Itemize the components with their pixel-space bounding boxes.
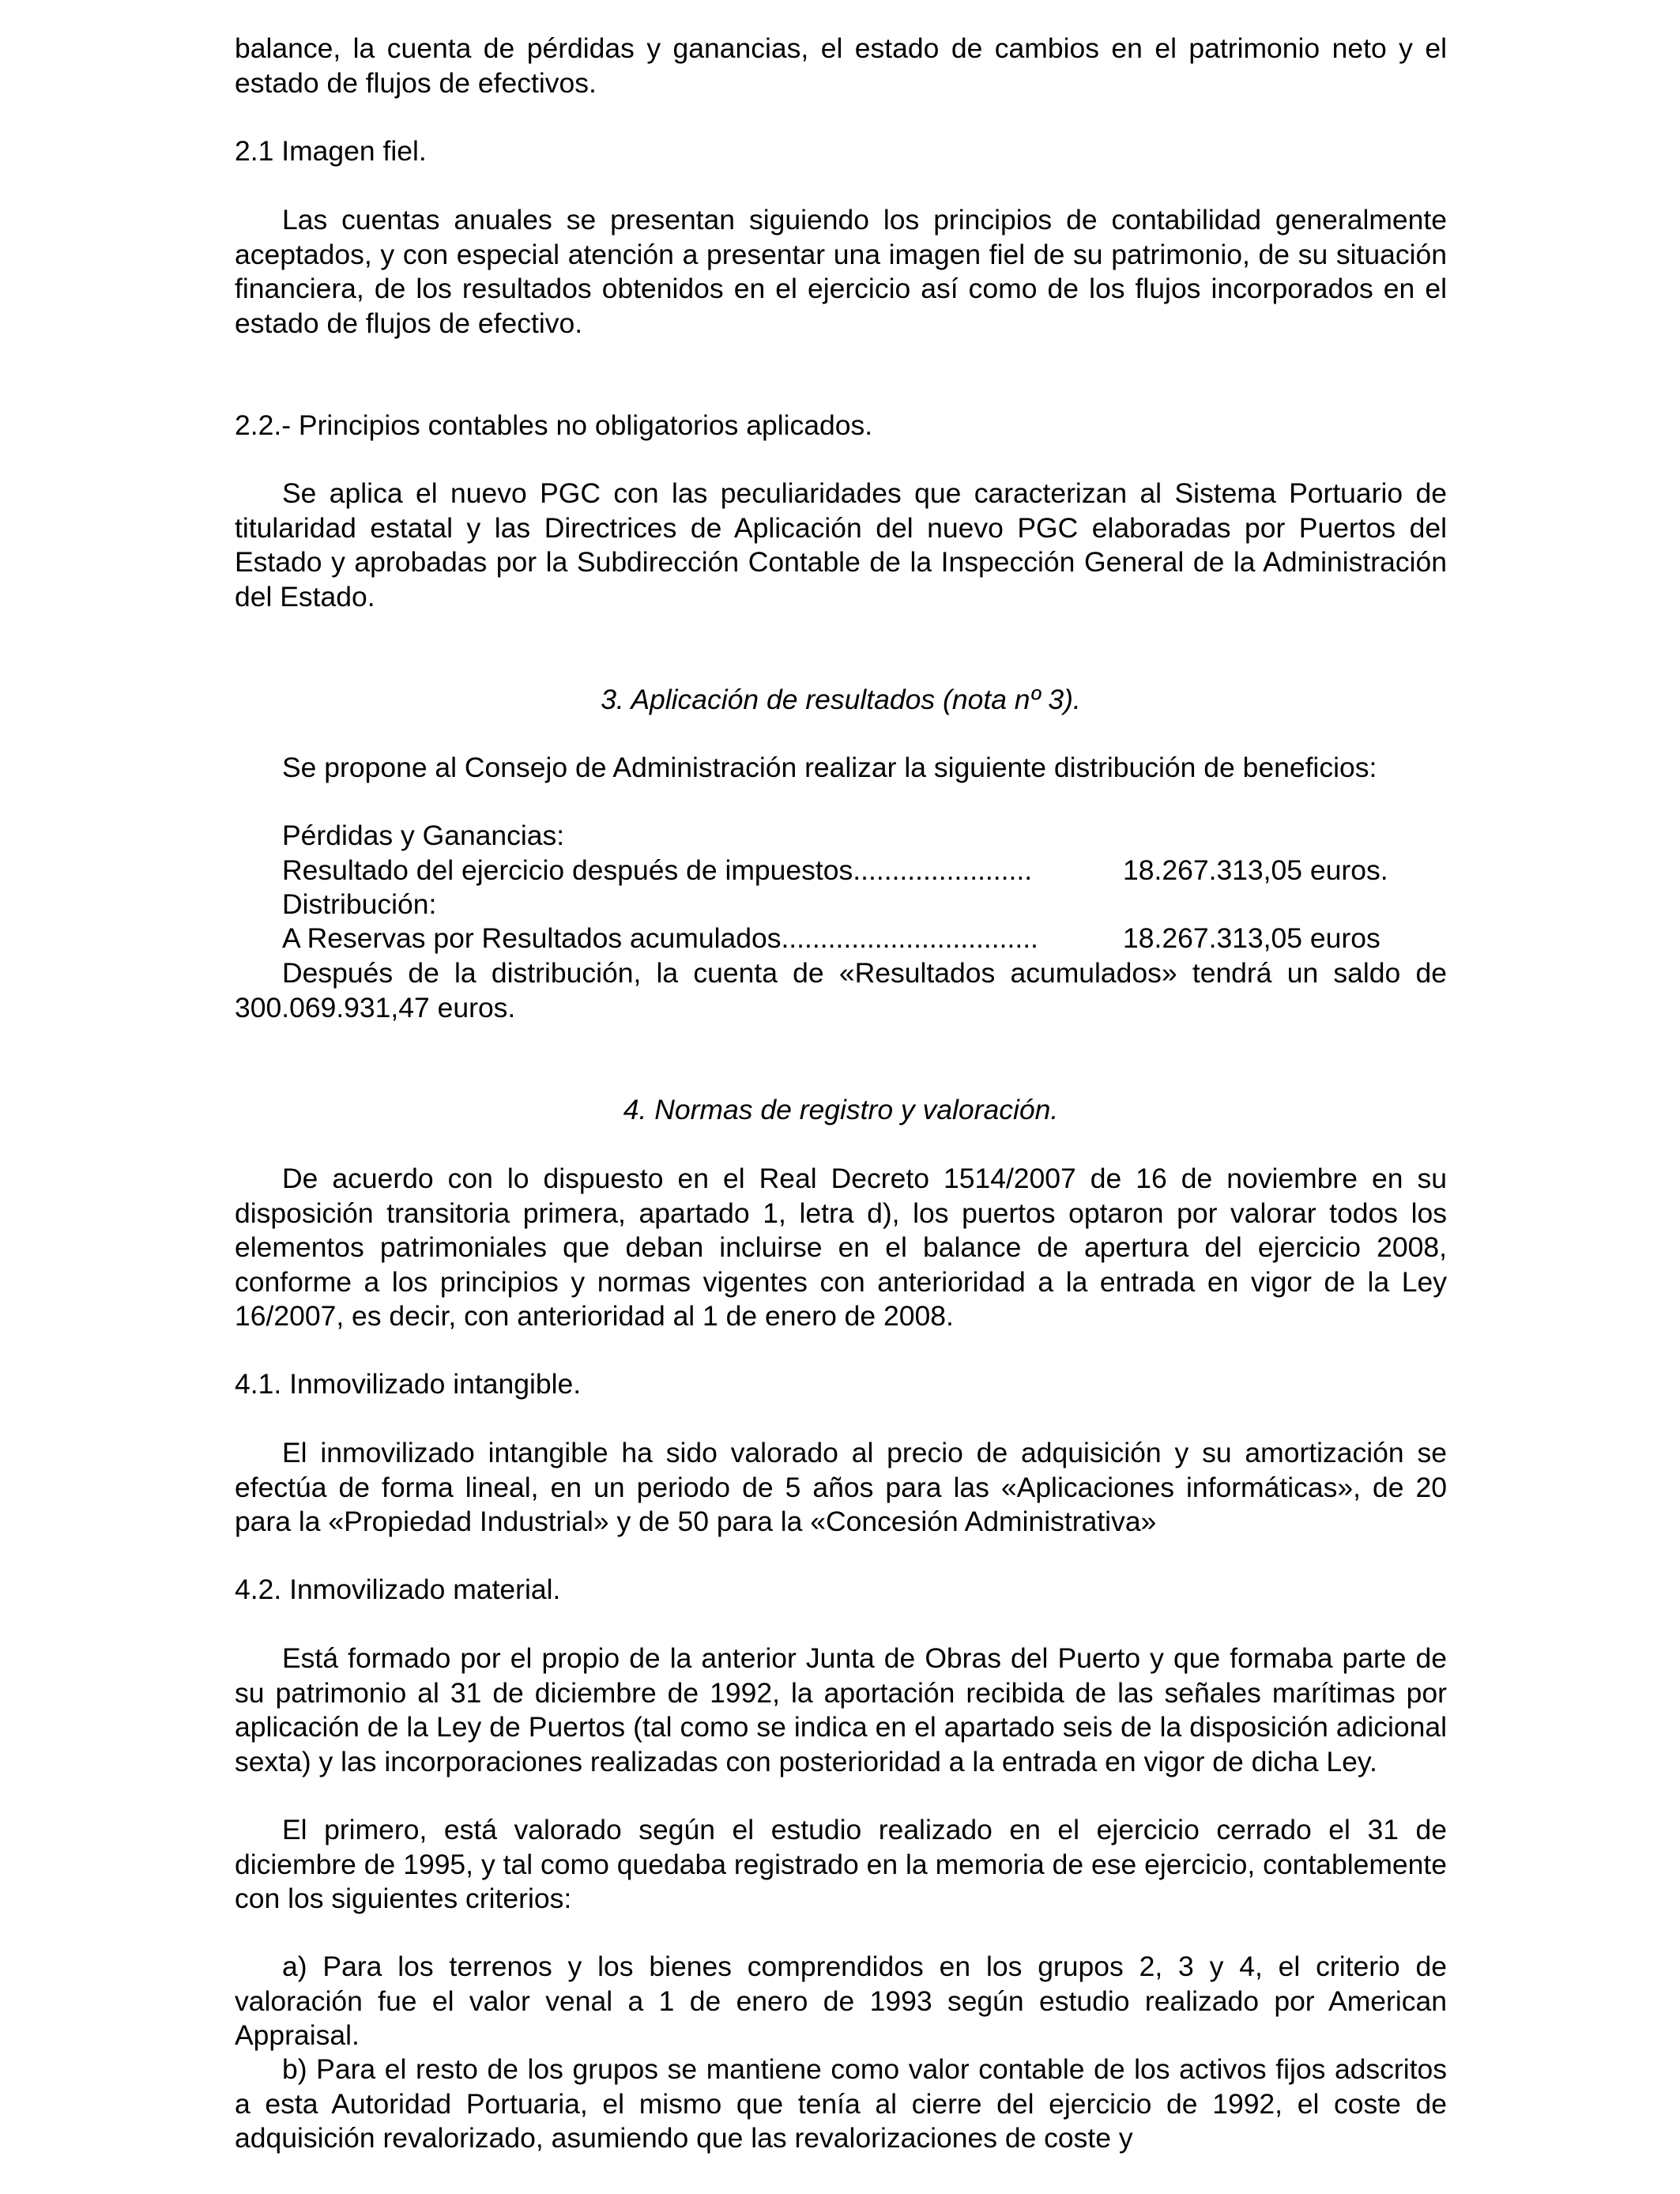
paragraph: El primero, está valorado según el estudio realizado en el ejercicio cerrado el 31 de diciembre de 1995, y tal como quedaba registrado en la memoria de ese ejercicio, contablemente con los siguientes criterios: <box>235 1814 1447 1914</box>
paragraph: Se aplica el nuevo PGC con las peculiaridades que caracterizan al Sistema Portuario de titularidad estatal y las Directrices de Aplicación del nuevo PGC elaboradas por Puertos del Estado y aprobadas por la Subdirección Contable de la Inspección General de la Administración del Estado. <box>235 477 1447 613</box>
paragraph: Se propone al Consejo de Administración realizar la siguiente distribución de beneficios: <box>282 752 1377 783</box>
section-heading: 4.1. Inmovilizado intangible. <box>235 1368 582 1400</box>
section-heading: 2.2.- Principios contables no obligatorios aplicados. <box>235 409 873 441</box>
reservas-value: 18.267.313,05 euros <box>1123 922 1381 954</box>
reservas-label: A Reservas por Resultados acumulados................................. <box>282 922 1038 954</box>
section-heading: 4. Normas de registro y valoración. <box>623 1094 1059 1125</box>
section-heading: 2.1 Imagen fiel. <box>235 135 427 167</box>
result-row <box>235 854 1388 888</box>
pyg-label: Pérdidas y Ganancias: <box>282 820 565 851</box>
result-value: 18.267.313,05 euros. <box>1123 854 1388 886</box>
list-item-b: b) Para el resto de los grupos se mantiene como valor contable de los activos fijos adscritos a esta Autoridad Portuaria, el mismo que tenía al cierre del ejercicio de 1992, el coste de adquisición revalorizado, asumiendo que las revalorizaciones de coste y <box>235 2053 1447 2154</box>
paragraph: Las cuentas anuales se presentan siguiendo los principios de contabilidad generalmente aceptados, y con especial atención a presentar una imagen fiel de su patrimonio, de su situación financiera, de los resultados obtenidos en el ejercicio así como de los flujos incorporados en el estado de flujos de efectivo. <box>235 204 1447 339</box>
paragraph: Está formado por el propio de la anterior Junta de Obras del Puerto y que formaba parte de su patrimonio al 31 de diciembre de 1992, la aportación recibida de las señales marítimas por aplicación de la Ley de Puertos (tal como se indica en el apartado seis de la disposición adicional sexta) y las incorporaciones realizadas con posterioridad a la entrada en vigor de dicha Ley. <box>235 1642 1447 1777</box>
section-heading: 4.2. Inmovilizado material. <box>235 1574 561 1605</box>
paragraph: balance, la cuenta de pérdidas y ganancias, el estado de cambios en el patrimonio neto y el estado de flujos de efectivos. <box>235 32 1447 99</box>
result-label: Resultado del ejercicio después de impuestos....................... <box>282 854 1033 886</box>
paragraph: El inmovilizado intangible ha sido valorado al precio de adquisición y su amortización se efectúa de forma lineal, en un periodo de 5 años para las «Aplicaciones informáticas», de 20 para la «Propiedad Industrial» y de 50 para la «Concesión Administrativa» <box>235 1437 1447 1537</box>
distrib-label: Distribución: <box>282 888 437 920</box>
paragraph: De acuerdo con lo dispuesto en el Real Decreto 1514/2007 de 16 de noviembre en su disposición transitoria primera, apartado 1, letra d), los puertos optaron por valorar todos los elementos patrimoniales que deban incluirse en el balance de apertura del ejercicio 2008, conforme a los principios y normas vigentes con anterioridad a la entrada en vigor de la Ley 16/2007, es decir, con anterioridad al 1 de enero de 2008. <box>235 1163 1447 1332</box>
reservas-row <box>235 922 1381 956</box>
section-heading: 3. Aplicación de resultados (nota nº 3). <box>601 684 1081 715</box>
paragraph: Después de la distribución, la cuenta de «Resultados acumulados» tendrá un saldo de 300.069.931,47 euros. <box>235 957 1447 1023</box>
list-item-a: a) Para los terrenos y los bienes comprendidos en los grupos 2, 3 y 4, el criterio de valoración fue el valor venal a 1 de enero de 1993 según estudio realizado por American Appraisal. <box>235 1951 1447 2051</box>
